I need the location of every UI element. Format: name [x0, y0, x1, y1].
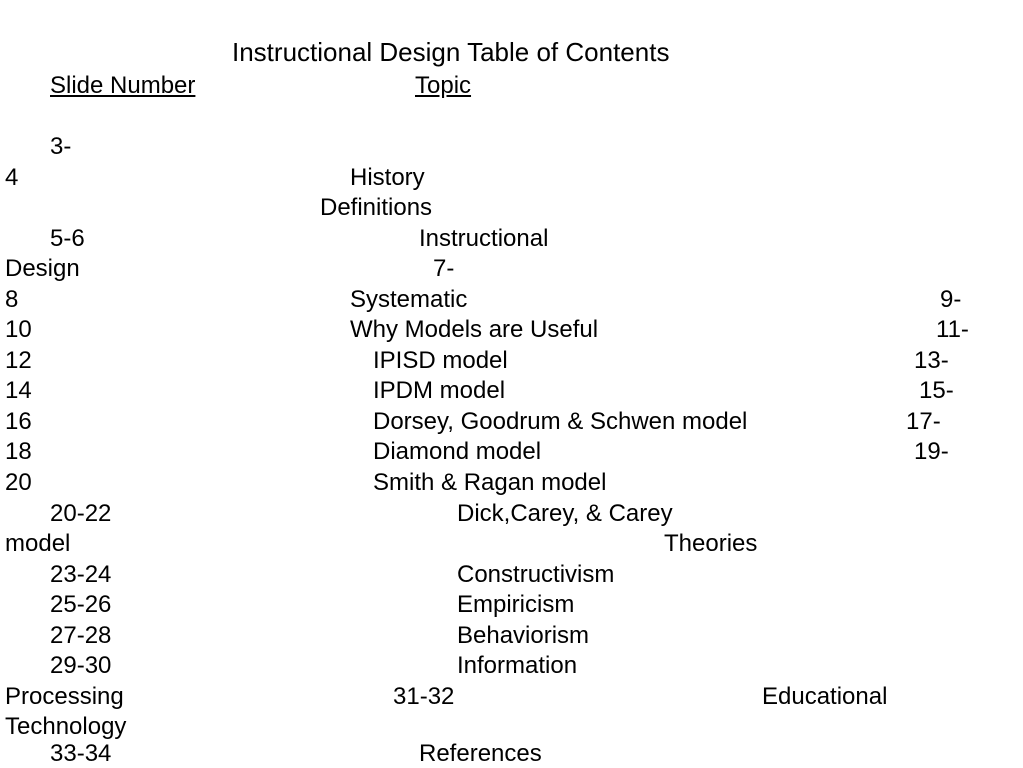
- toc-text: Empiricism: [457, 591, 575, 618]
- toc-text: Processing: [5, 683, 124, 710]
- toc-text: 23-24: [50, 561, 112, 588]
- page-title: Instructional Design Table of Contents: [232, 37, 670, 67]
- header-slide-number: Slide Number: [50, 72, 196, 99]
- toc-text: Information: [457, 652, 578, 679]
- toc-text: 17-: [906, 408, 941, 435]
- toc-text: Constructivism: [457, 561, 615, 588]
- toc-text: 31-32: [393, 683, 455, 710]
- toc-text: 10: [5, 316, 32, 343]
- toc-text: Technology: [5, 713, 127, 740]
- toc-text: Systematic: [350, 286, 468, 313]
- toc-text: 12: [5, 347, 32, 374]
- toc-text: 15-: [919, 377, 954, 404]
- toc-text: 5-6: [50, 225, 85, 252]
- toc-text: 33-34: [50, 740, 112, 767]
- toc-text: 13-: [914, 347, 949, 374]
- toc-text: 14: [5, 377, 32, 404]
- toc-text: IPISD model: [373, 347, 508, 374]
- toc-text: Definitions: [320, 194, 433, 221]
- toc-text: 29-30: [50, 652, 112, 679]
- toc-text: 4: [5, 164, 19, 191]
- toc-text: 20: [5, 469, 32, 496]
- toc-text: model: [5, 530, 71, 557]
- toc-text: Diamond model: [373, 438, 542, 465]
- toc-text: Dorsey, Goodrum & Schwen model: [373, 408, 748, 435]
- toc-text: Dick,Carey, & Carey: [457, 500, 673, 527]
- toc-text: 9-: [940, 286, 962, 313]
- toc-text: Behaviorism: [457, 622, 590, 649]
- toc-text: Why Models are Useful: [350, 316, 599, 343]
- toc-text: 27-28: [50, 622, 112, 649]
- toc-text: Design: [5, 255, 80, 282]
- toc-text: Instructional: [419, 225, 549, 252]
- toc-text: History: [350, 164, 425, 191]
- toc-text: 20-22: [50, 500, 112, 527]
- toc-text: 8: [5, 286, 19, 313]
- toc-text: 19-: [914, 438, 949, 465]
- toc-text: 11-: [936, 316, 969, 343]
- toc-text: 16: [5, 408, 32, 435]
- header-topic: Topic: [415, 72, 472, 99]
- toc-text: IPDM model: [373, 377, 506, 404]
- toc-text: 3-: [50, 133, 72, 160]
- toc-text: Smith & Ragan model: [373, 469, 607, 496]
- toc-text: Theories: [664, 530, 758, 557]
- toc-text: 7-: [433, 255, 455, 282]
- toc-text: References: [419, 740, 542, 767]
- toc-text: 25-26: [50, 591, 112, 618]
- toc-text: 18: [5, 438, 32, 465]
- toc-text: Educational: [762, 683, 888, 710]
